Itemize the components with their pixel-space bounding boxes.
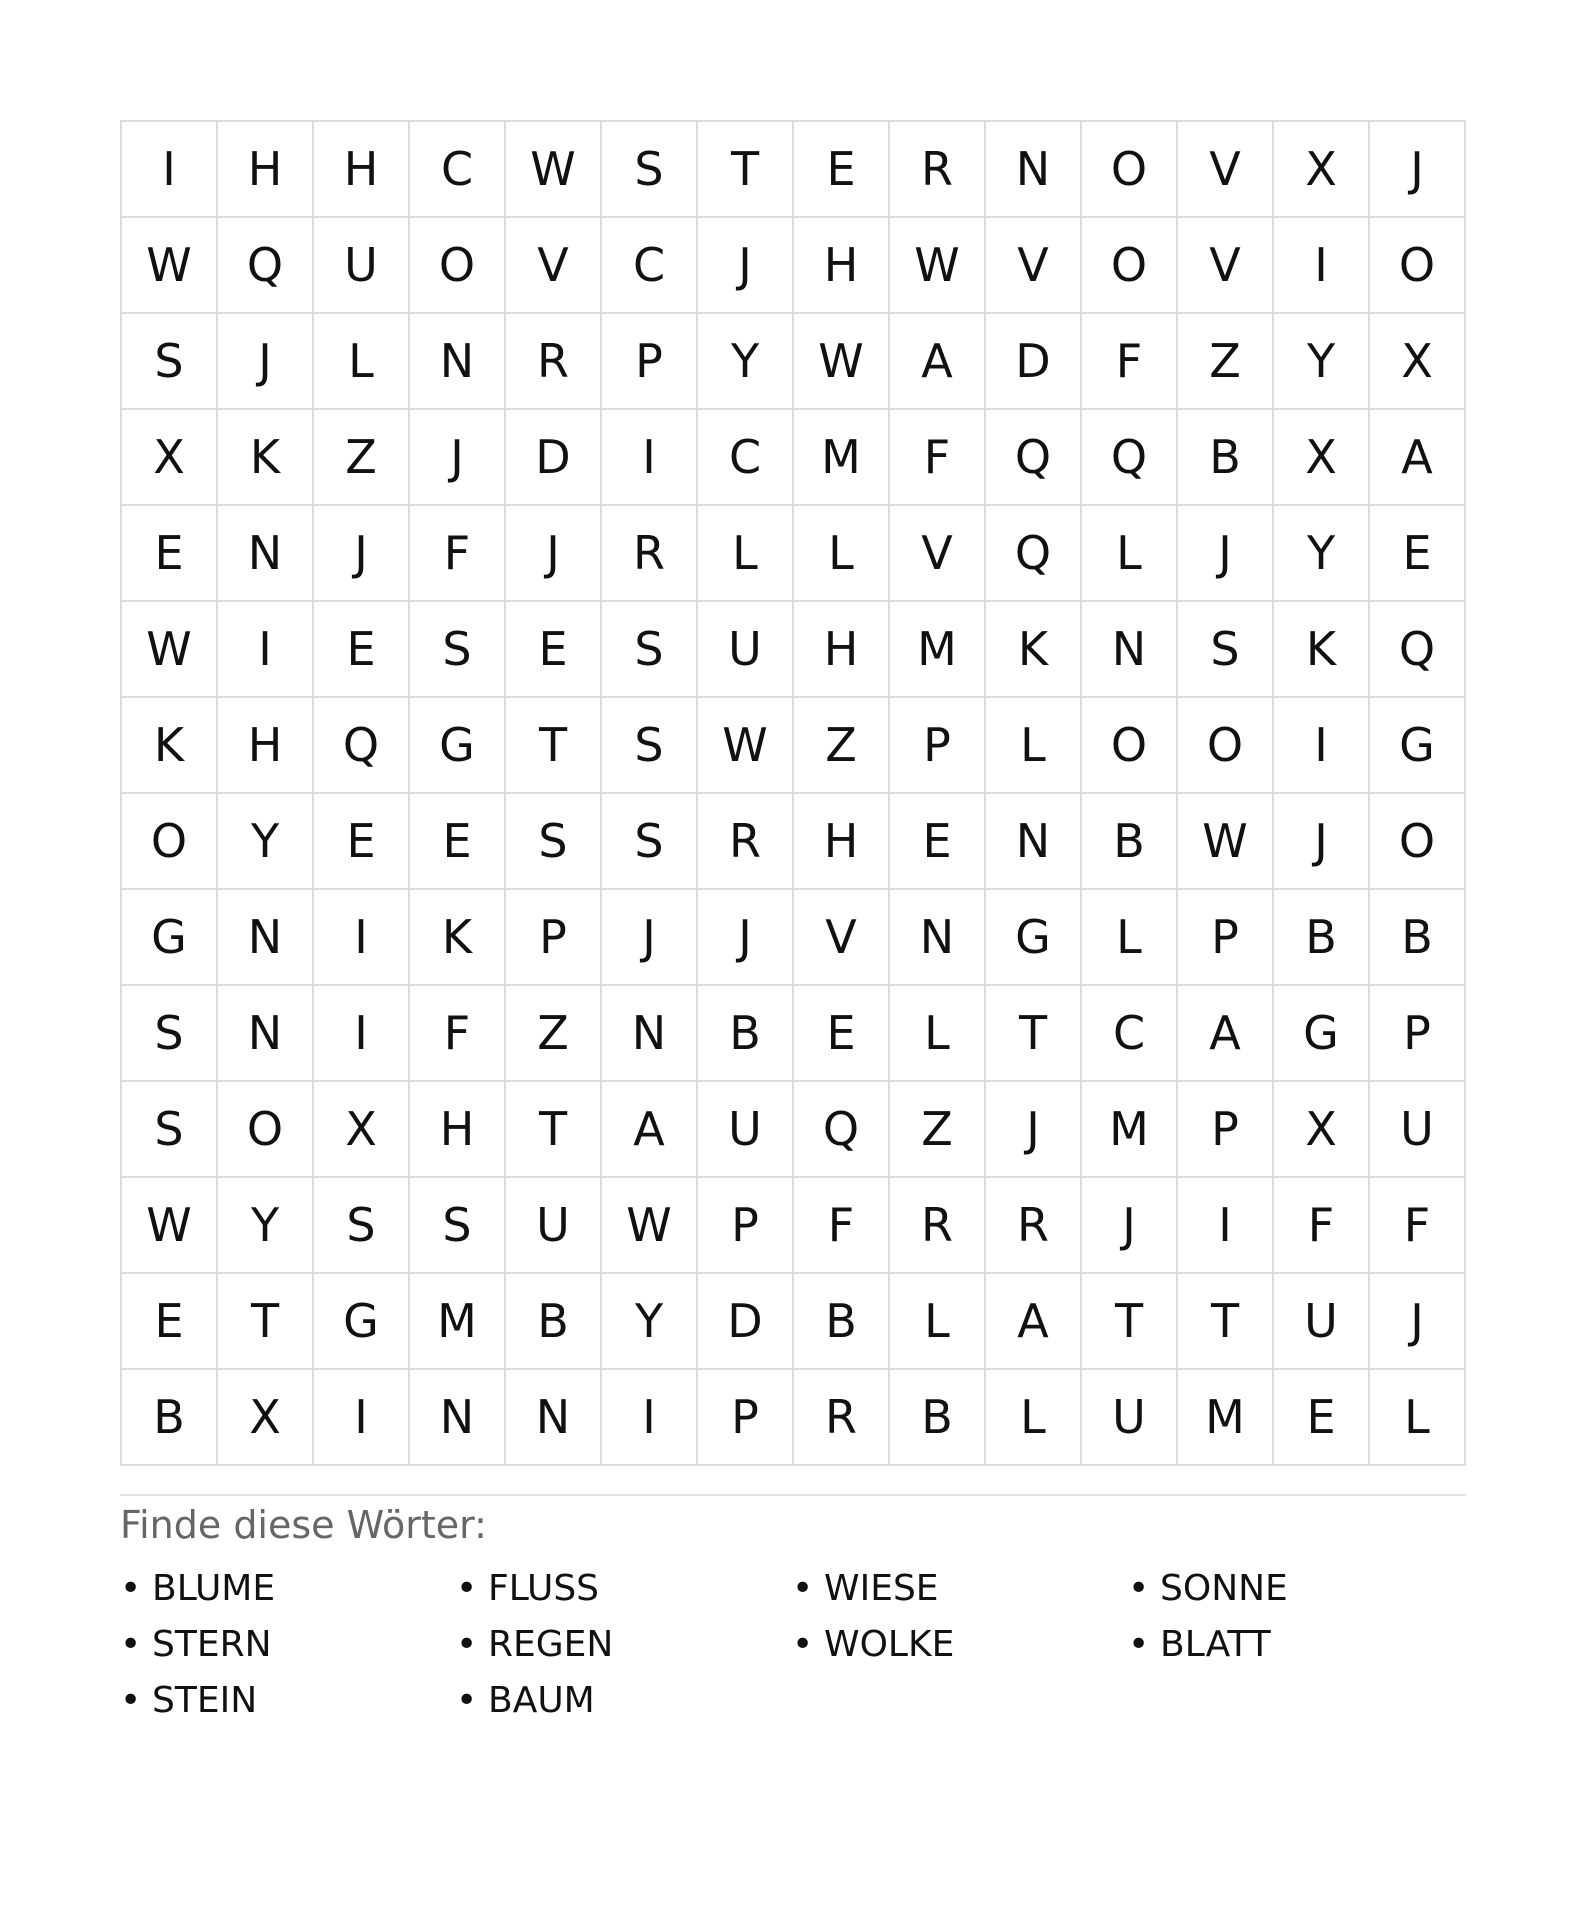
grid-cell[interactable]: C [698, 410, 794, 506]
grid-cell[interactable]: O [1082, 698, 1178, 794]
grid-cell[interactable]: B [1178, 410, 1274, 506]
grid-cell[interactable]: S [122, 986, 218, 1082]
grid-cell[interactable]: V [1178, 218, 1274, 314]
word-list-item [792, 1616, 1128, 1672]
grid-cell[interactable]: W [890, 218, 986, 314]
grid-cell[interactable]: L [794, 506, 890, 602]
grid-cell[interactable]: C [602, 218, 698, 314]
grid-cell[interactable]: K [122, 698, 218, 794]
grid-cell[interactable]: G [314, 1274, 410, 1370]
grid-cell[interactable]: S [506, 794, 602, 890]
grid-cell[interactable]: O [1082, 122, 1178, 218]
word-list-item [1128, 1560, 1464, 1616]
bullet-icon: • [1128, 1623, 1150, 1665]
word-label: FLUSS [488, 1567, 600, 1609]
grid-cell[interactable]: M [1178, 1370, 1274, 1466]
grid-cell[interactable]: F [1082, 314, 1178, 410]
grid-cell[interactable]: M [410, 1274, 506, 1370]
grid-cell[interactable]: D [506, 410, 602, 506]
grid-cell[interactable]: B [1274, 890, 1370, 986]
grid-cell[interactable]: I [1178, 1178, 1274, 1274]
bullet-icon: • [1128, 1567, 1150, 1609]
grid-cell[interactable]: Q [218, 218, 314, 314]
grid-cell[interactable]: Y [1274, 506, 1370, 602]
grid-cell[interactable]: C [1082, 986, 1178, 1082]
grid-cell[interactable]: V [890, 506, 986, 602]
grid-cell[interactable]: L [1082, 890, 1178, 986]
grid-cell[interactable]: I [218, 602, 314, 698]
grid-cell[interactable]: X [314, 1082, 410, 1178]
grid-cell[interactable]: B [890, 1370, 986, 1466]
grid-cell[interactable]: P [698, 1370, 794, 1466]
grid-cell[interactable]: N [410, 314, 506, 410]
grid-cell[interactable]: R [698, 794, 794, 890]
bullet-icon: • [120, 1567, 142, 1609]
word-list-item [792, 1560, 1128, 1616]
grid-cell[interactable]: L [1082, 506, 1178, 602]
grid-cell[interactable]: B [794, 1274, 890, 1370]
grid-cell[interactable]: S [410, 602, 506, 698]
grid-cell[interactable]: P [698, 1178, 794, 1274]
grid-cell[interactable]: J [218, 314, 314, 410]
grid-cell[interactable]: D [698, 1274, 794, 1370]
grid-cell[interactable]: V [986, 218, 1082, 314]
bullet-icon: • [792, 1567, 814, 1609]
grid-cell[interactable]: J [1370, 1274, 1466, 1370]
grid-cell[interactable]: J [1370, 122, 1466, 218]
word-list-item [120, 1616, 456, 1672]
grid-cell[interactable]: X [1274, 122, 1370, 218]
word-list [120, 1560, 1464, 1728]
grid-cell[interactable]: N [218, 506, 314, 602]
grid-cell[interactable]: G [122, 890, 218, 986]
grid-cell[interactable]: R [506, 314, 602, 410]
grid-cell[interactable]: H [794, 602, 890, 698]
grid-cell[interactable]: E [506, 602, 602, 698]
grid-cell[interactable]: F [794, 1178, 890, 1274]
grid-cell[interactable]: J [1178, 506, 1274, 602]
grid-cell[interactable]: X [122, 410, 218, 506]
grid-cell[interactable]: W [122, 218, 218, 314]
grid-cell[interactable]: U [314, 218, 410, 314]
word-label: WIESE [824, 1567, 939, 1609]
grid-cell[interactable]: B [698, 986, 794, 1082]
grid-cell[interactable]: R [890, 122, 986, 218]
grid-cell[interactable]: N [986, 794, 1082, 890]
grid-cell[interactable]: T [698, 122, 794, 218]
grid-cell[interactable]: L [890, 986, 986, 1082]
bullet-icon: • [456, 1623, 478, 1665]
grid-cell[interactable]: K [1274, 602, 1370, 698]
grid-cell[interactable]: R [794, 1370, 890, 1466]
grid-cell[interactable]: J [506, 506, 602, 602]
grid-cell[interactable]: F [1274, 1178, 1370, 1274]
grid-cell[interactable]: N [506, 1370, 602, 1466]
grid-cell[interactable]: O [1082, 218, 1178, 314]
grid-cell[interactable]: B [1370, 890, 1466, 986]
grid-cell[interactable]: X [1274, 1082, 1370, 1178]
word-label: STERN [152, 1623, 272, 1665]
grid-cell[interactable]: L [890, 1274, 986, 1370]
grid-cell[interactable]: O [218, 1082, 314, 1178]
grid-cell[interactable]: U [698, 602, 794, 698]
grid-cell[interactable]: P [890, 698, 986, 794]
grid-cell[interactable]: A [986, 1274, 1082, 1370]
grid-cell[interactable]: J [314, 506, 410, 602]
grid-cell[interactable]: P [602, 314, 698, 410]
grid-cell[interactable]: E [794, 122, 890, 218]
grid-cell[interactable]: W [602, 1178, 698, 1274]
grid-cell[interactable]: U [1370, 1082, 1466, 1178]
grid-cell[interactable]: Y [218, 1178, 314, 1274]
bullet-icon: • [792, 1623, 814, 1665]
grid-cell[interactable]: T [218, 1274, 314, 1370]
grid-cell[interactable]: R [890, 1178, 986, 1274]
grid-cell[interactable]: S [410, 1178, 506, 1274]
grid-cell[interactable]: S [122, 314, 218, 410]
grid-cell[interactable]: S [602, 122, 698, 218]
grid-cell[interactable]: A [1370, 410, 1466, 506]
divider [120, 1494, 1466, 1496]
grid-cell[interactable]: N [986, 122, 1082, 218]
grid-cell[interactable]: I [1274, 218, 1370, 314]
grid-cell[interactable]: T [506, 1082, 602, 1178]
grid-cell[interactable]: U [1274, 1274, 1370, 1370]
grid-cell[interactable]: M [1082, 1082, 1178, 1178]
grid-cell[interactable]: L [698, 506, 794, 602]
grid-cell[interactable]: T [1178, 1274, 1274, 1370]
grid-cell[interactable]: N [1082, 602, 1178, 698]
grid-cell[interactable]: Z [794, 698, 890, 794]
word-list-item [456, 1672, 792, 1728]
grid-cell[interactable]: Q [986, 506, 1082, 602]
grid-cell[interactable]: N [410, 1370, 506, 1466]
grid-cell[interactable]: Y [1274, 314, 1370, 410]
word-label: BLUME [152, 1567, 276, 1609]
grid-cell[interactable]: T [1082, 1274, 1178, 1370]
grid-cell[interactable]: O [122, 794, 218, 890]
grid-cell[interactable]: N [602, 986, 698, 1082]
word-label: BLATT [1160, 1623, 1271, 1665]
grid-cell[interactable]: J [1082, 1178, 1178, 1274]
grid-cell[interactable]: H [218, 122, 314, 218]
grid-cell[interactable]: K [218, 410, 314, 506]
grid-cell[interactable]: J [410, 410, 506, 506]
grid-cell[interactable]: Q [1082, 410, 1178, 506]
word-label: BAUM [488, 1679, 595, 1721]
grid-cell[interactable]: E [1274, 1370, 1370, 1466]
grid-cell[interactable]: H [314, 122, 410, 218]
grid-cell[interactable]: O [1370, 218, 1466, 314]
grid-cell[interactable]: A [890, 314, 986, 410]
grid-cell[interactable]: P [1178, 1082, 1274, 1178]
grid-cell[interactable]: C [410, 122, 506, 218]
grid-cell[interactable]: K [986, 602, 1082, 698]
grid-cell[interactable]: J [602, 890, 698, 986]
grid-cell[interactable]: A [602, 1082, 698, 1178]
word-list-item [456, 1560, 792, 1616]
grid-cell[interactable]: N [218, 986, 314, 1082]
grid-cell[interactable]: Q [794, 1082, 890, 1178]
grid-cell[interactable]: K [410, 890, 506, 986]
grid-cell[interactable]: B [506, 1274, 602, 1370]
grid-cell[interactable]: S [602, 602, 698, 698]
grid-cell[interactable]: G [1370, 698, 1466, 794]
grid-cell[interactable]: I [1274, 698, 1370, 794]
grid-cell[interactable]: W [122, 602, 218, 698]
grid-cell[interactable]: I [602, 410, 698, 506]
grid-cell[interactable]: I [122, 122, 218, 218]
grid-cell[interactable]: S [314, 1178, 410, 1274]
grid-cell[interactable]: J [698, 218, 794, 314]
grid-cell[interactable]: A [1178, 986, 1274, 1082]
grid-cell[interactable]: S [1178, 602, 1274, 698]
grid-cell[interactable]: E [794, 986, 890, 1082]
grid-cell[interactable]: W [698, 698, 794, 794]
word-list-item [1128, 1616, 1464, 1672]
grid-cell[interactable]: Z [506, 986, 602, 1082]
grid-cell[interactable]: L [986, 1370, 1082, 1466]
grid-cell[interactable]: E [122, 506, 218, 602]
grid-cell[interactable]: X [1274, 410, 1370, 506]
grid-cell[interactable]: J [986, 1082, 1082, 1178]
word-list-item [120, 1560, 456, 1616]
grid-cell[interactable]: S [602, 698, 698, 794]
grid-cell[interactable]: P [1370, 986, 1466, 1082]
grid-cell[interactable]: L [1370, 1370, 1466, 1466]
grid-cell[interactable]: Q [986, 410, 1082, 506]
grid-cell[interactable]: X [218, 1370, 314, 1466]
grid-cell[interactable]: O [410, 218, 506, 314]
grid-cell[interactable]: R [986, 1178, 1082, 1274]
grid-cell[interactable]: I [314, 890, 410, 986]
grid-cell[interactable]: W [1178, 794, 1274, 890]
grid-cell[interactable]: B [122, 1370, 218, 1466]
grid-cell[interactable]: V [1178, 122, 1274, 218]
grid-cell[interactable]: I [602, 1370, 698, 1466]
grid-cell[interactable]: Z [890, 1082, 986, 1178]
grid-cell[interactable]: J [1274, 794, 1370, 890]
grid-cell[interactable]: Y [602, 1274, 698, 1370]
bullet-icon: • [120, 1623, 142, 1665]
grid-cell[interactable]: S [602, 794, 698, 890]
grid-cell[interactable]: Y [218, 794, 314, 890]
grid-cell[interactable]: S [122, 1082, 218, 1178]
grid-cell[interactable]: V [794, 890, 890, 986]
word-list-item [456, 1616, 792, 1672]
grid-cell[interactable]: H [218, 698, 314, 794]
grid-cell[interactable]: X [1370, 314, 1466, 410]
word-list-title: Finde diese Wörter: [120, 1503, 487, 1547]
grid-cell[interactable]: L [314, 314, 410, 410]
grid-cell[interactable]: E [314, 602, 410, 698]
grid-cell[interactable]: P [506, 890, 602, 986]
bullet-icon: • [120, 1679, 142, 1721]
grid-cell[interactable]: W [506, 122, 602, 218]
grid-cell[interactable]: T [986, 986, 1082, 1082]
grid-cell[interactable]: F [410, 506, 506, 602]
grid-cell[interactable]: Z [314, 410, 410, 506]
letter-grid [120, 120, 1466, 1466]
grid-cell[interactable]: M [890, 602, 986, 698]
grid-cell[interactable]: H [794, 794, 890, 890]
grid-cell[interactable]: U [1082, 1370, 1178, 1466]
grid-cell[interactable]: E [314, 794, 410, 890]
grid-cell[interactable]: G [410, 698, 506, 794]
grid-cell[interactable]: J [698, 890, 794, 986]
grid-cell[interactable]: E [890, 794, 986, 890]
grid-cell[interactable]: O [1370, 794, 1466, 890]
word-label: WOLKE [824, 1623, 955, 1665]
grid-cell[interactable]: T [506, 698, 602, 794]
grid-cell[interactable]: W [794, 314, 890, 410]
bullet-icon: • [456, 1567, 478, 1609]
grid-cell[interactable]: L [986, 698, 1082, 794]
grid-cell[interactable]: V [506, 218, 602, 314]
grid-cell[interactable]: U [506, 1178, 602, 1274]
word-label: SONNE [1160, 1567, 1288, 1609]
word-search-puzzle [120, 120, 1464, 1728]
grid-cell[interactable]: G [1274, 986, 1370, 1082]
grid-cell[interactable]: Z [1178, 314, 1274, 410]
grid-cell[interactable]: G [986, 890, 1082, 986]
grid-cell[interactable]: M [794, 410, 890, 506]
grid-cell[interactable]: W [122, 1178, 218, 1274]
grid-cell[interactable]: R [602, 506, 698, 602]
grid-cell[interactable]: I [314, 986, 410, 1082]
grid-cell[interactable]: Y [698, 314, 794, 410]
grid-cell[interactable]: O [1178, 698, 1274, 794]
word-label: REGEN [488, 1623, 614, 1665]
grid-cell[interactable]: E [1370, 506, 1466, 602]
word-list-item [120, 1672, 456, 1728]
grid-cell[interactable]: B [1082, 794, 1178, 890]
grid-cell[interactable]: N [890, 890, 986, 986]
grid-cell[interactable]: U [698, 1082, 794, 1178]
grid-cell[interactable]: I [314, 1370, 410, 1466]
grid-cell[interactable]: Q [314, 698, 410, 794]
grid-cell[interactable]: N [218, 890, 314, 986]
word-label: STEIN [152, 1679, 258, 1721]
grid-cell[interactable]: E [410, 794, 506, 890]
grid-cell[interactable]: F [1370, 1178, 1466, 1274]
grid-cell[interactable]: D [986, 314, 1082, 410]
grid-cell[interactable]: Q [1370, 602, 1466, 698]
grid-cell[interactable]: P [1178, 890, 1274, 986]
grid-cell[interactable]: E [122, 1274, 218, 1370]
grid-cell[interactable]: F [890, 410, 986, 506]
grid-cell[interactable]: H [794, 218, 890, 314]
grid-cell[interactable]: H [410, 1082, 506, 1178]
grid-cell[interactable]: F [410, 986, 506, 1082]
bullet-icon: • [456, 1679, 478, 1721]
